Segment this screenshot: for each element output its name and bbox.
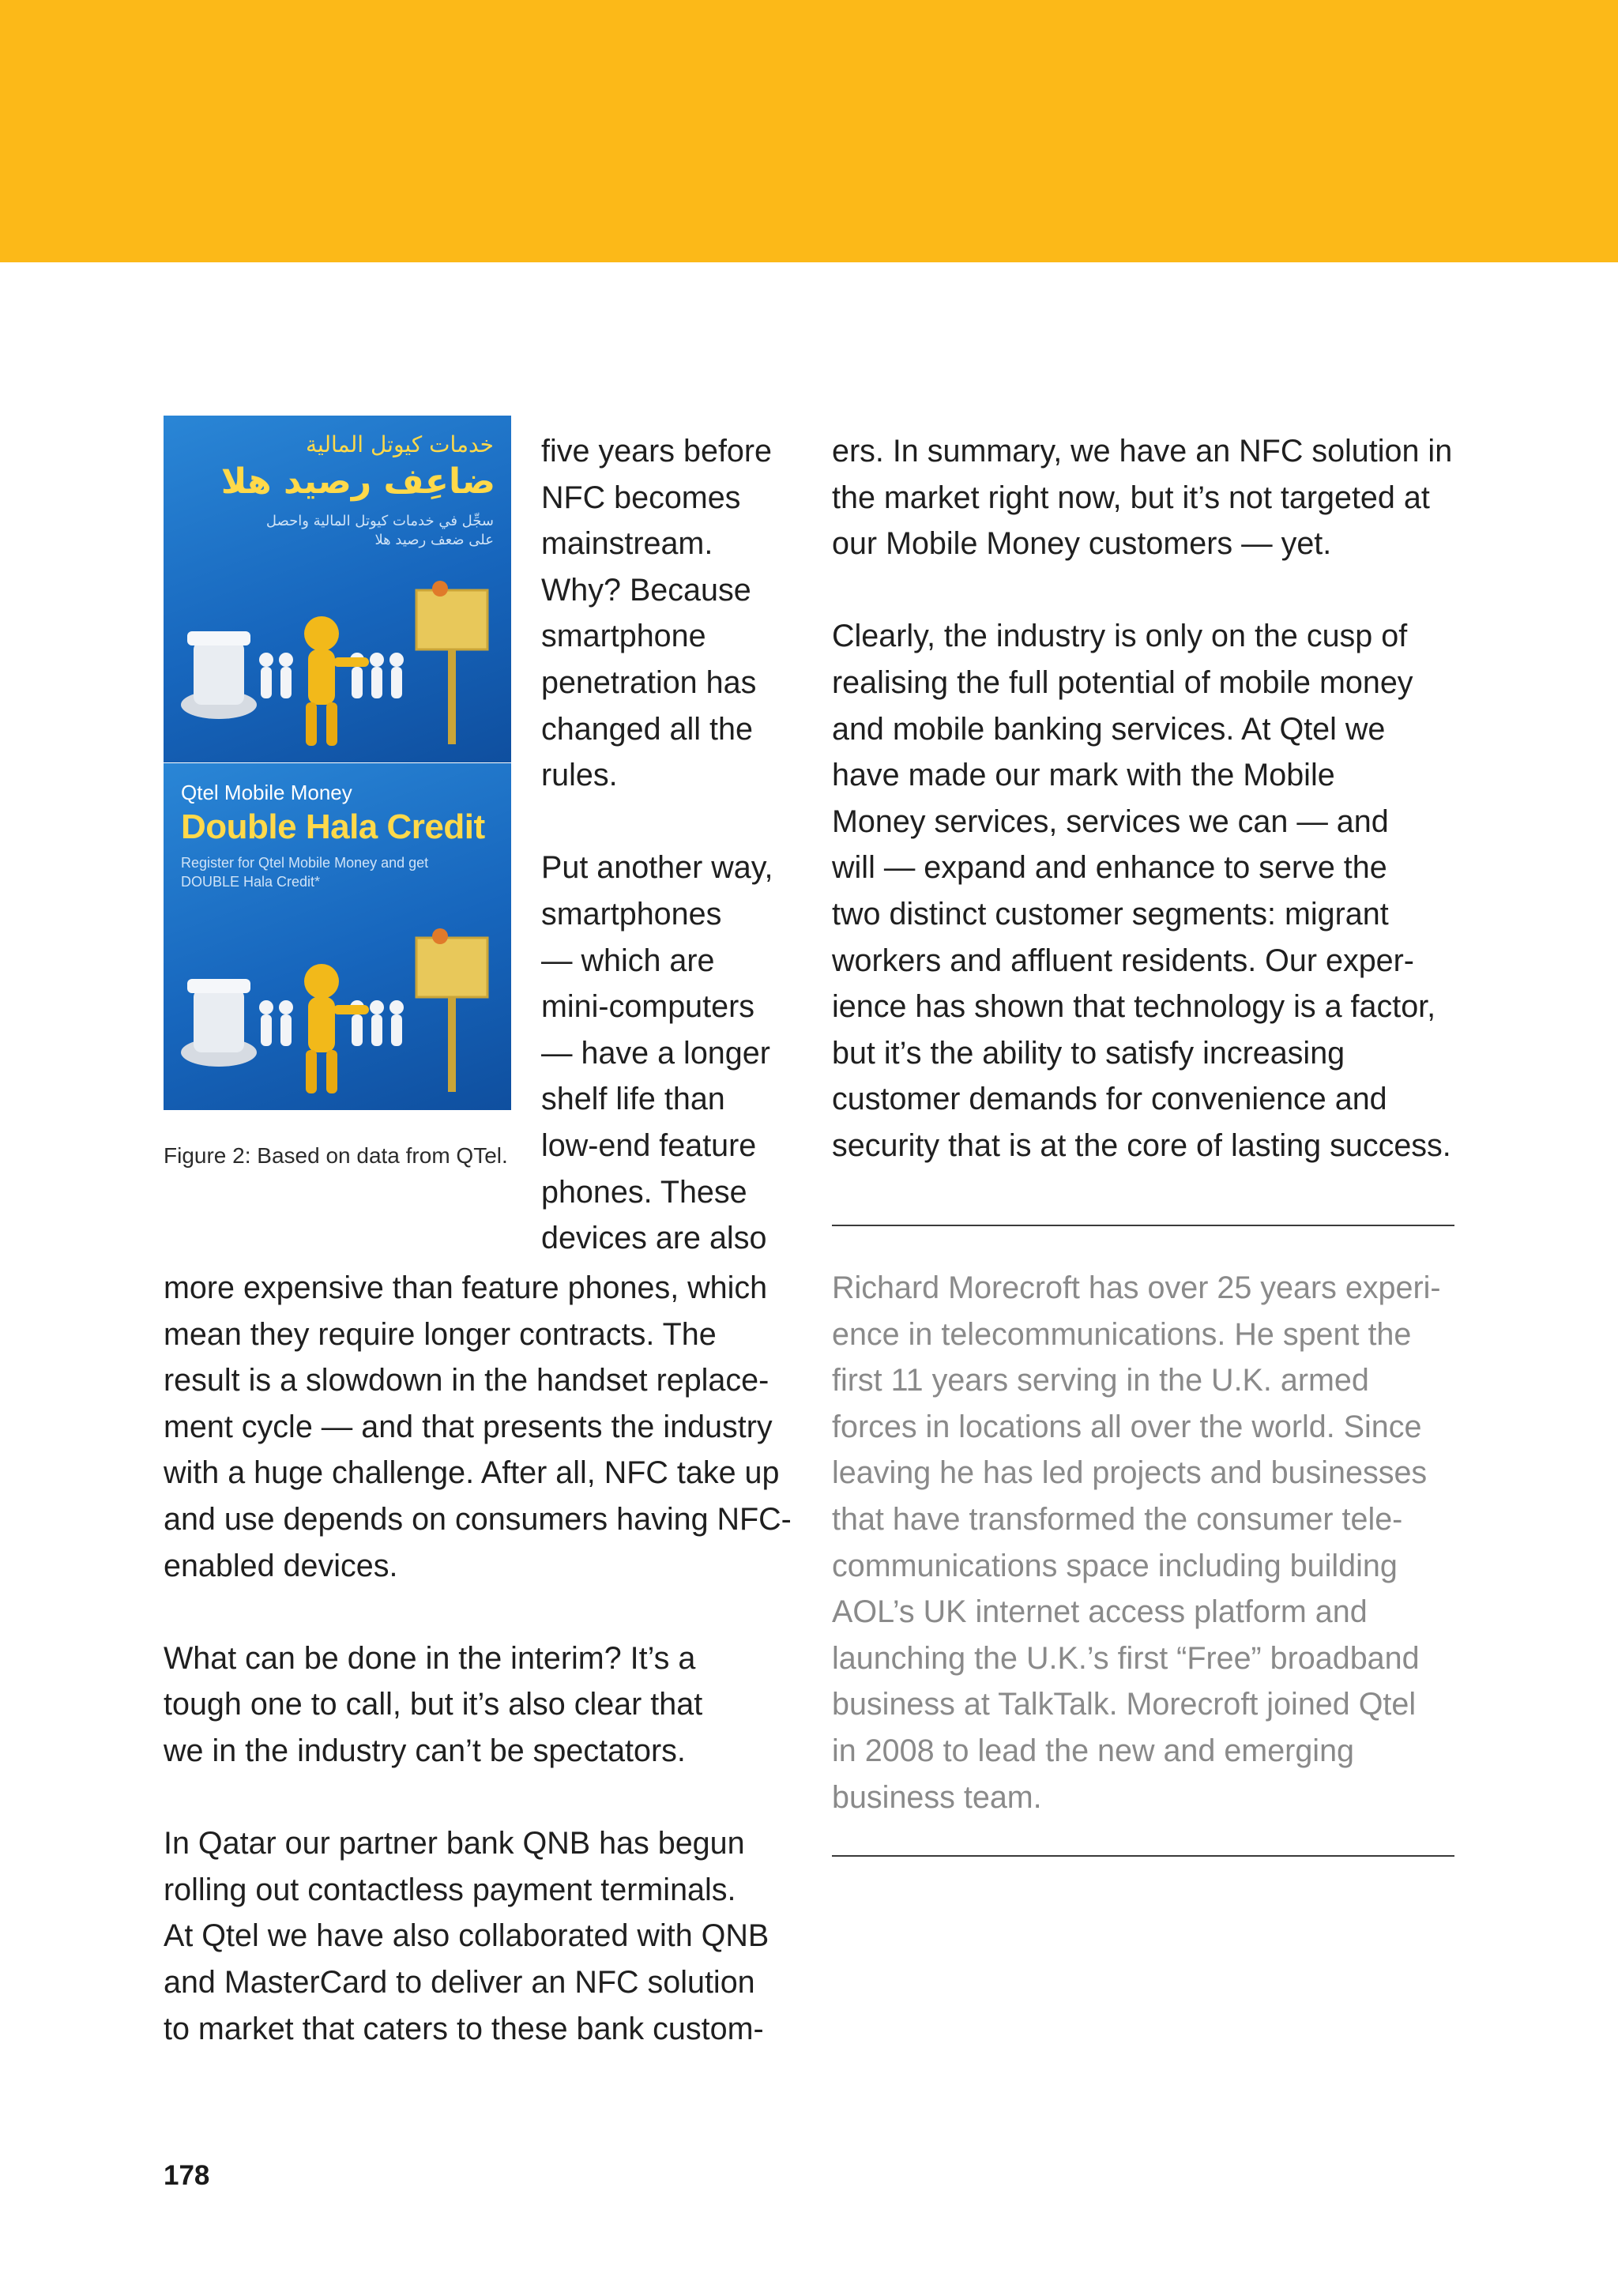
bio-line: that have transformed the consumer tele- bbox=[832, 1501, 1403, 1537]
text-line: will — expand and enhance to serve the bbox=[832, 850, 1387, 886]
text-line: realising the full potential of mobile money bbox=[832, 664, 1413, 700]
text-line: workers and affluent residents. Our exper- bbox=[832, 943, 1414, 978]
text-line: enabled devices. bbox=[164, 1548, 398, 1583]
text-line: smartphone bbox=[541, 619, 706, 654]
text-line: low-end feature bbox=[541, 1127, 757, 1163]
text-line: At Qtel we have also collaborated with QNB bbox=[164, 1918, 769, 1954]
text-line: but it’s the ability to satisfy increasing bbox=[832, 1035, 1345, 1071]
header-color-band bbox=[0, 0, 1618, 262]
text-line: phones. These bbox=[541, 1174, 747, 1210]
bio-line: Richard Morecroft has over 25 years experi- bbox=[832, 1270, 1441, 1305]
text-line: mainstream. bbox=[541, 526, 713, 562]
text-line: NFC becomes bbox=[541, 480, 741, 515]
text-line: rolling out contactless payment terminals. bbox=[164, 1872, 736, 1907]
text-line: result is a slowdown in the handset replace- bbox=[164, 1363, 769, 1398]
text-line: ment cycle — and that presents the industry bbox=[164, 1409, 773, 1444]
text-line: and MasterCard to deliver an NFC solution bbox=[164, 1964, 755, 2000]
poster-illustration bbox=[179, 566, 511, 756]
text-line: mini-computers bbox=[541, 989, 754, 1025]
bio-line: launching the U.K.’s first “Free” broadband bbox=[832, 1640, 1420, 1676]
text-line: — have a longer bbox=[541, 1035, 770, 1071]
text-line: customer demands for convenience and bbox=[832, 1082, 1387, 1117]
poster-arabic-title: ضاعِف رصيد هلا bbox=[220, 461, 495, 502]
text-line: devices are also bbox=[541, 1221, 767, 1256]
text-line: and use depends on consumers having NFC- bbox=[164, 1501, 792, 1537]
poster-subtitle: Register for Qtel Mobile Money and get DOUBLE Hala Credit* bbox=[181, 855, 429, 890]
text-line: rules. bbox=[541, 758, 618, 793]
text-line: changed all the bbox=[541, 711, 753, 747]
article-column-left bbox=[164, 1265, 796, 2052]
poster-arabic-subtitle: سجِّل في خدمات كيوتل المالية واحصل على ضعف رصيد هلا bbox=[265, 513, 494, 548]
text-line: with a huge challenge. After all, NFC take up bbox=[164, 1455, 780, 1491]
bio-line: business at TalkTalk. Morecroft joined Qtel bbox=[832, 1687, 1417, 1722]
figure-qtel-poster bbox=[164, 416, 511, 1110]
text-line: more expensive than feature phones, which bbox=[164, 1270, 768, 1305]
text-line: mean they require longer contracts. The bbox=[164, 1316, 717, 1352]
text-line: What can be done in the interim? It’s a bbox=[164, 1640, 696, 1676]
page-number: 178 bbox=[164, 2160, 210, 2191]
article-column-right bbox=[832, 428, 1464, 1169]
bio-line: communications space including building bbox=[832, 1548, 1398, 1583]
text-line: — which are bbox=[541, 943, 715, 978]
bio-divider-top bbox=[832, 1225, 1454, 1226]
poster-illustration bbox=[179, 914, 511, 1104]
text-line: have made our mark with the Mobile bbox=[832, 758, 1335, 793]
bio-line: leaving he has led projects and businesses bbox=[832, 1455, 1428, 1491]
text-line: the market right now, but it’s not targeted at bbox=[832, 480, 1430, 515]
poster-english-promo bbox=[164, 763, 511, 1110]
text-line: In Qatar our partner bank QNB has begun bbox=[164, 1826, 745, 1861]
poster-arabic-heading: خدمات كيوتل المالية bbox=[306, 431, 494, 457]
author-bio bbox=[832, 1265, 1464, 1820]
bio-divider-bottom bbox=[832, 1855, 1454, 1857]
text-line: we in the industry can’t be spectators. bbox=[164, 1733, 686, 1768]
bio-line: in 2008 to lead the new and emerging bbox=[832, 1733, 1355, 1768]
text-line: Money services, services we can — and bbox=[832, 804, 1389, 839]
paragraph-gap bbox=[164, 1589, 796, 1635]
text-line: ience has shown that technology is a factor, bbox=[832, 989, 1436, 1025]
text-line: ers. In summary, we have an NFC solution in bbox=[832, 434, 1453, 469]
text-line: tough one to call, but it’s also clear that bbox=[164, 1687, 703, 1722]
text-line: security that is at the core of lasting success. bbox=[832, 1127, 1451, 1163]
bio-line: business team. bbox=[832, 1779, 1042, 1815]
text-line: shelf life than bbox=[541, 1082, 725, 1117]
poster-arabic-promo bbox=[164, 416, 511, 762]
paragraph-gap bbox=[832, 567, 1464, 614]
poster-title: Double Hala Credit bbox=[181, 807, 485, 846]
text-line: our Mobile Money customers — yet. bbox=[832, 526, 1332, 562]
article-column-narrow bbox=[541, 428, 798, 1262]
bio-line: forces in locations all over the world. Since bbox=[832, 1409, 1422, 1444]
bio-line: first 11 years serving in the U.K. armed bbox=[832, 1363, 1369, 1398]
bio-line: AOL’s UK internet access platform and bbox=[832, 1594, 1368, 1630]
bio-line: ence in telecommunications. He spent the bbox=[832, 1316, 1412, 1352]
text-line: Why? Because bbox=[541, 572, 751, 608]
text-line: and mobile banking services. At Qtel we bbox=[832, 711, 1386, 747]
text-line: penetration has bbox=[541, 664, 757, 700]
paragraph-gap bbox=[164, 1775, 796, 1821]
text-line: two distinct customer segments: migrant bbox=[832, 896, 1389, 932]
poster-brand: Qtel Mobile Money bbox=[181, 781, 352, 804]
text-line: Put another way, bbox=[541, 850, 773, 886]
text-line: smartphones bbox=[541, 896, 722, 932]
text-line: Clearly, the industry is only on the cusp of bbox=[832, 619, 1408, 654]
figure-caption: Figure 2: Based on data from QTel. bbox=[164, 1143, 508, 1168]
text-line: to market that caters to these bank custom- bbox=[164, 2011, 764, 2046]
text-line: five years before bbox=[541, 434, 773, 469]
paragraph-gap bbox=[541, 799, 798, 845]
